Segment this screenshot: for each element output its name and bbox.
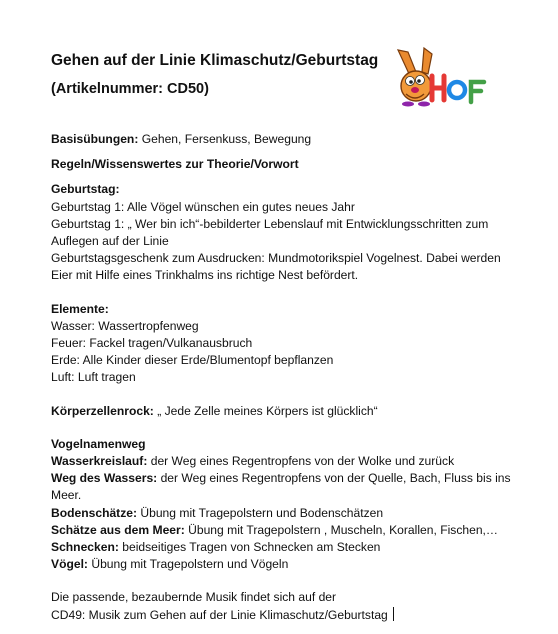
bird-path-item: Weg des Wassers: der Weg eines Regentropfens von der Quelle, Bach, Fluss bis ins Meer.	[51, 471, 511, 503]
article-number: (Artikelnummer: CD50)	[51, 81, 209, 97]
elements-item: Feuer: Fackel tragen/Vulkanausbruch	[51, 336, 253, 351]
music-line-2: CD49: Musik zum Gehen auf der Linie Klimaschutz/Geburtstag	[51, 607, 521, 624]
birthday-heading: Geburtstag:	[51, 182, 120, 197]
chof-logo	[392, 46, 490, 108]
elements-item: Wasser: Wassertropfenweg	[51, 318, 199, 333]
bird-path-item: Wasserkreislauf: der Weg eines Regentropfens von der Wolke und zurück	[51, 454, 455, 469]
birthday-line-1: Geburtstag 1: Alle Vögel wünschen ein gutes neues Jahr	[51, 199, 355, 214]
basics-line: Basisübungen: Gehen, Fersenkuss, Bewegung	[51, 132, 312, 146]
document-body	[51, 131, 521, 624]
text-cursor	[393, 607, 394, 621]
document-title: Gehen auf der Linie Klimaschutz/Geburtstag	[51, 52, 379, 69]
music-line-1: Die passende, bezaubernde Musik findet sich auf der	[51, 590, 337, 605]
birthday-line-3: Geburtstagsgeschenk zum Ausdrucken: Mundmotorikspiel Vogelnest. Dabei werden Eier mit Hilfe eines Trinkhalms ins richtige Nest befördert.	[51, 251, 501, 283]
bird-path-item: Schnecken: beidseitiges Tragen von Schnecken am Stecken	[51, 540, 381, 555]
bird-path-item: Schätze aus dem Meer: Übung mit Tragepolstern , Muscheln, Korallen, Fischen,…	[51, 522, 499, 537]
bird-path-heading: Vogelnamenweg	[51, 436, 146, 451]
bird-path-item: Bodenschätze: Übung mit Tragepolstern und Bodenschätzen	[51, 505, 384, 520]
elements-item: Erde: Alle Kinder dieser Erde/Blumentopf bepflanzen	[51, 353, 334, 368]
birthday-line-2: Geburtstag 1: „ Wer bin ich“-bebilderter Lebenslauf mit Entwicklungsschritten zum Auflegen auf der Linie	[51, 216, 489, 249]
rules-heading: Regeln/Wissenswertes zur Theorie/Vorwort	[51, 157, 299, 172]
elements-heading: Elemente:	[51, 301, 109, 316]
elements-item: Luft: Luft tragen	[51, 370, 136, 385]
bird-path-item: Vögel: Übung mit Tragepolstern und Vögeln	[51, 557, 289, 572]
cell-rock-line: Körperzellenrock: „ Jede Zelle meines Körpers ist glücklich“	[51, 403, 378, 418]
